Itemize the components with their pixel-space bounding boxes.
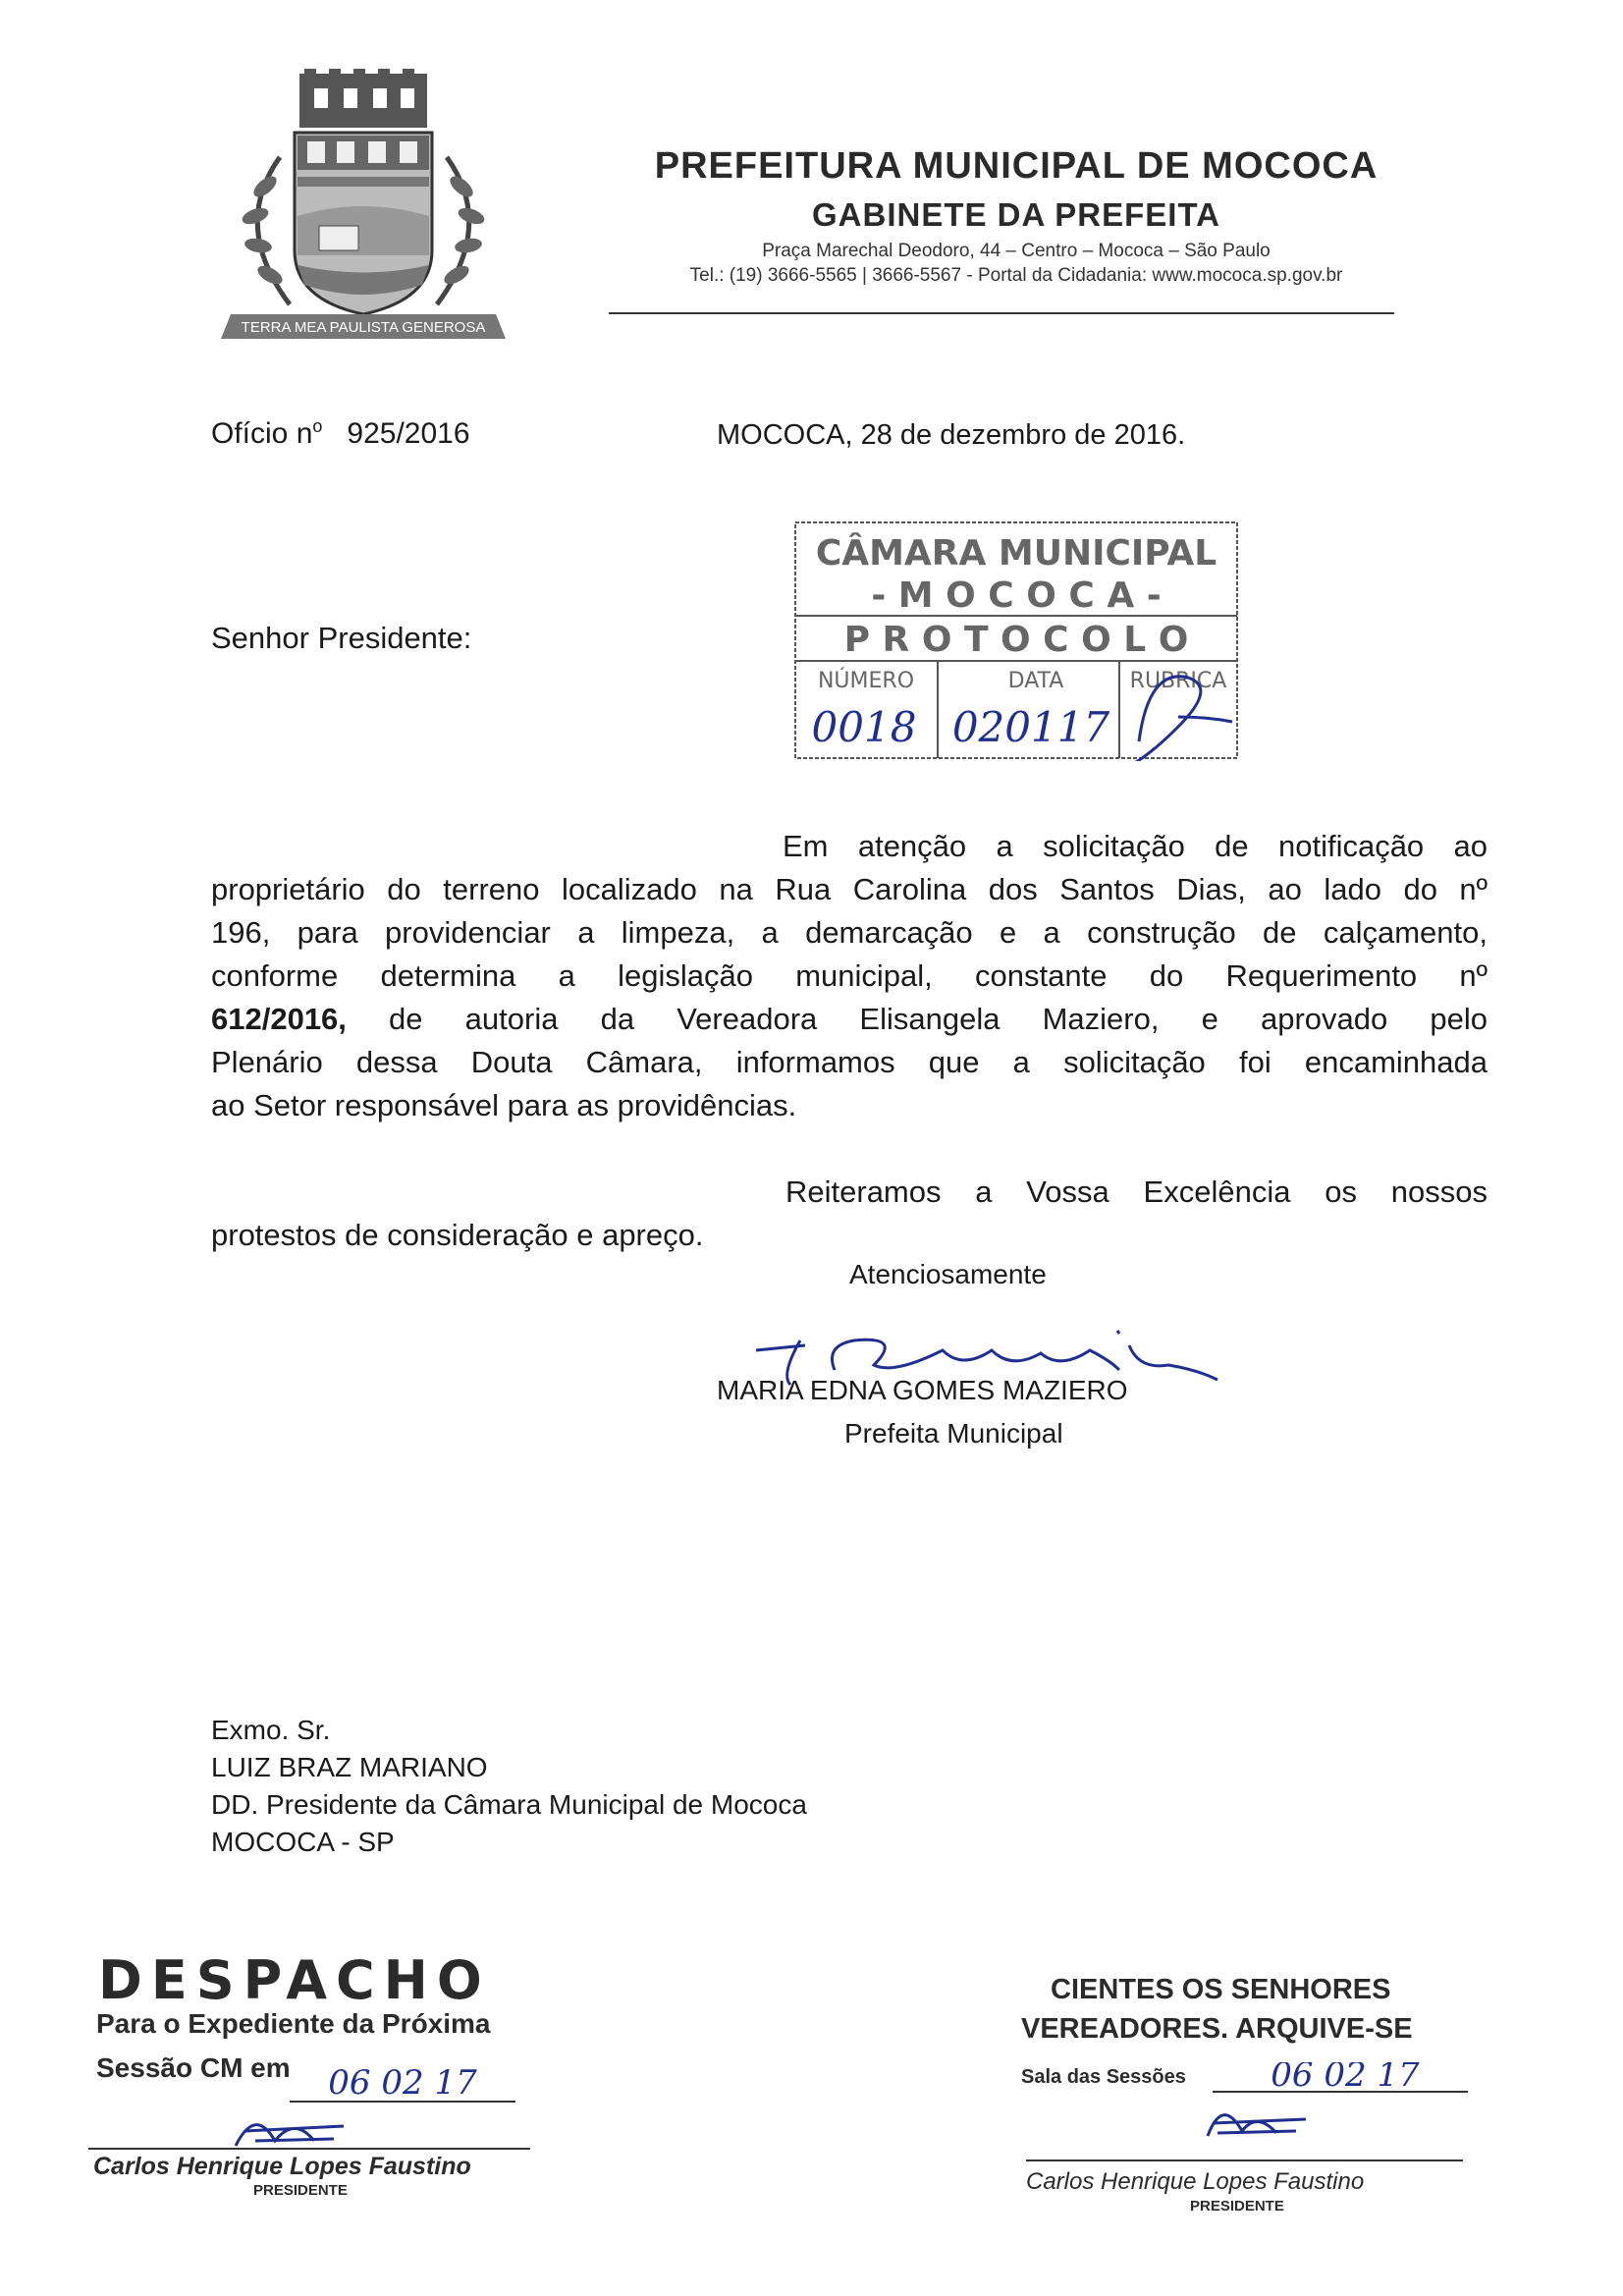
svg-text:RUBRICA: RUBRICA — [1129, 669, 1227, 693]
body-paragraph-2 — [211, 1171, 1488, 1257]
addressee-line: Exmo. Sr. — [211, 1715, 331, 1745]
letterhead-divider — [609, 312, 1394, 314]
svg-text:P R O T O C O L O: P R O T O C O L O — [843, 620, 1189, 660]
svg-text:DATA: DATA — [1007, 669, 1064, 693]
addressee-line: MOCOCA - SP — [211, 1827, 395, 1857]
coat-of-arms-emblem — [211, 69, 515, 363]
body-line: ao Setor responsável para as providências. — [211, 1088, 797, 1122]
body-line: conforme determina a legislação municipal, constante do Requerimento nº — [211, 958, 1488, 993]
body-line: 612/2016, de autoria da Vereadora Elisangela Maziero, e aprovado pelo — [211, 1002, 1488, 1036]
cientes-signer-name: Carlos Henrique Lopes Faustino — [1026, 2168, 1365, 2195]
svg-text:06 02 17: 06 02 17 — [328, 2063, 477, 2103]
cientes-stamp-line: CIENTES OS SENHORES — [1051, 1974, 1391, 2005]
letterhead-address: Praça Marechal Deodoro, 44 – Centro – Mococa – São Paulo — [762, 241, 1271, 261]
cientes-stamp-line: Sala das Sessões — [1021, 2066, 1186, 2088]
despacho-stamp-title: DESPACHO — [98, 1949, 491, 2011]
letterhead-title: PREFEITURA MUNICIPAL DE MOCOCA — [654, 145, 1379, 187]
addressee-block — [211, 1712, 807, 1861]
body-line: proprietário do terreno localizado na Rua Carolina dos Santos Dias, ao lado do nº — [211, 872, 1488, 906]
letterhead-subtitle: GABINETE DA PREFEITA — [811, 196, 1221, 233]
despacho-signer-role: PRESIDENTE — [253, 2182, 348, 2199]
despacho-signer-name: Carlos Henrique Lopes Faustino — [93, 2153, 471, 2180]
despacho-stamp-line: Para o Expediente da Próxima — [96, 2008, 491, 2039]
body-line: 196, para providenciar a limpeza, a demarcação e a construção de calçamento, — [211, 915, 1488, 950]
despacho-stamp-line: Sessão CM em — [96, 2052, 291, 2083]
letterhead-contact: Tel.: (19) 3666-5565 | 3666-5567 - Portal da Cidadania: www.mococa.sp.gov.br — [689, 265, 1343, 286]
body-paragraph-1 — [211, 825, 1488, 1127]
body-line: Plenário dessa Douta Câmara, informamos que a solicitação foi encaminhada — [211, 1045, 1488, 1079]
svg-text:CÂMARA MUNICIPAL: CÂMARA MUNICIPAL — [815, 533, 1217, 574]
addressee-line: DD. Presidente da Câmara Municipal de Mococa — [211, 1789, 807, 1820]
signer-role: Prefeita Municipal — [844, 1418, 1063, 1449]
oficio-number: Ofício $n^o$ 925/2016 — [211, 416, 470, 450]
svg-text:020117: 020117 — [951, 703, 1110, 751]
salutation: Senhor Presidente: — [211, 621, 472, 655]
dateline: MOCOCA, 28 de dezembro de 2016. — [717, 419, 1186, 451]
cientes-signer-role: PRESIDENTE — [1190, 2198, 1284, 2214]
svg-text:TERRA MEA PAULISTA GENEROSA: TERRA MEA PAULISTA GENEROSA — [241, 319, 486, 336]
body-line: Em atenção a solicitação de notificação ao — [783, 829, 1488, 863]
body-line: Reiteramos a Vossa Excelência os nossos — [785, 1175, 1488, 1209]
addressee-line: LUIZ BRAZ MARIANO — [211, 1752, 488, 1782]
closing-atenciosamente: Atenciosamente — [849, 1259, 1047, 1289]
signer-name: MARIA EDNA GOMES MAZIERO — [717, 1375, 1128, 1405]
svg-text:0018: 0018 — [811, 703, 917, 751]
cientes-stamp-line: VEREADORES. ARQUIVE-SE — [1021, 2013, 1413, 2045]
svg-text:NÚMERO: NÚMERO — [817, 669, 915, 693]
protocol-stamp — [785, 520, 1242, 761]
body-line: protestos de consideração e apreço. — [211, 1218, 704, 1252]
svg-text:- M O C O C A -: - M O C O C A - — [871, 575, 1162, 616]
svg-text:06 02 17: 06 02 17 — [1271, 2062, 1420, 2095]
